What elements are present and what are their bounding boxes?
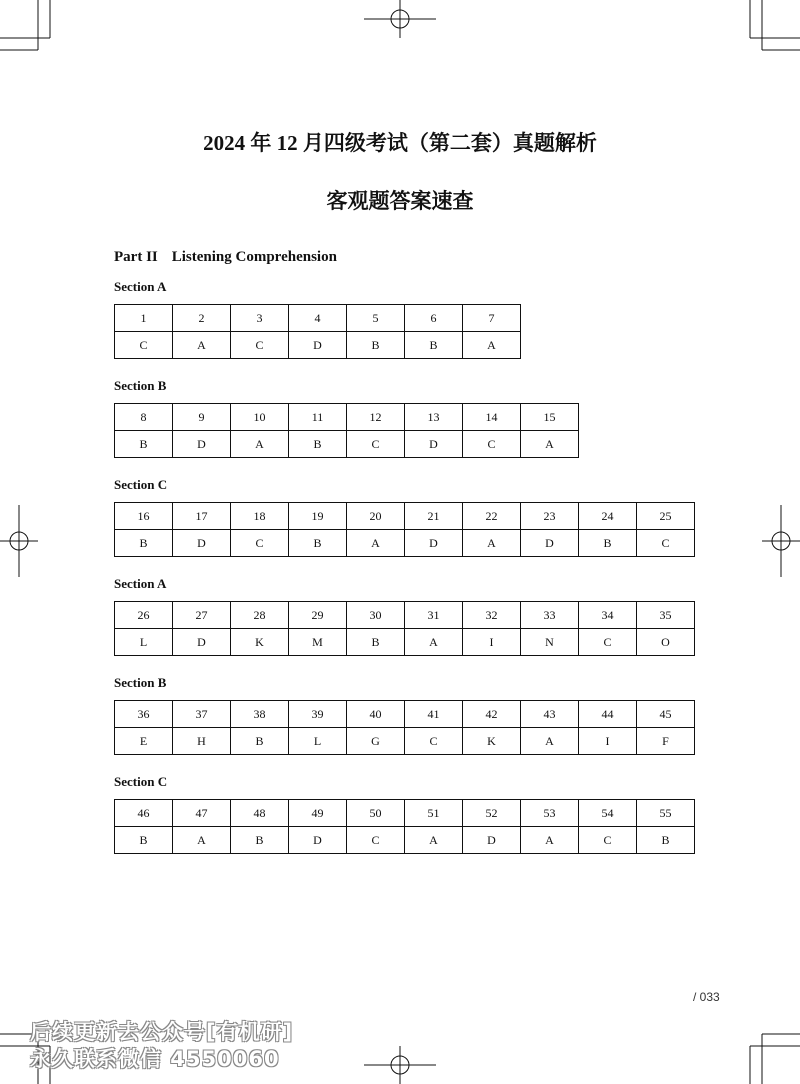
question-number: 52: [463, 800, 521, 827]
answer-row: [115, 332, 521, 359]
question-number: 1: [115, 305, 173, 332]
answer-cell: B: [637, 827, 695, 854]
question-number: 54: [579, 800, 637, 827]
answer-cell: A: [347, 530, 405, 557]
answer-cell: C: [231, 332, 289, 359]
answer-cell: B: [289, 530, 347, 557]
question-number: 53: [521, 800, 579, 827]
question-number: 25: [637, 503, 695, 530]
section-heading: Section B: [114, 675, 167, 690]
answer-cell: A: [463, 530, 521, 557]
question-number: 9: [173, 404, 231, 431]
question-number: 6: [405, 305, 463, 332]
question-number: 20: [347, 503, 405, 530]
answer-cell: D: [173, 431, 231, 458]
question-number: 41: [405, 701, 463, 728]
answer-table: [114, 304, 521, 359]
question-number: 40: [347, 701, 405, 728]
watermark-line-1: 后续更新去公众号[有机研]: [30, 1020, 294, 1044]
answer-cell: L: [115, 629, 173, 656]
question-number: 47: [173, 800, 231, 827]
answer-row: [115, 431, 579, 458]
question-number: 39: [289, 701, 347, 728]
answer-cell: N: [521, 629, 579, 656]
question-number: 8: [115, 404, 173, 431]
answer-cell: D: [521, 530, 579, 557]
answer-cell: D: [173, 530, 231, 557]
part-heading: [114, 249, 337, 266]
question-number: 38: [231, 701, 289, 728]
question-number: 49: [289, 800, 347, 827]
question-number: 7: [463, 305, 521, 332]
question-number: 14: [463, 404, 521, 431]
answer-cell: C: [637, 530, 695, 557]
section-heading: Section C: [114, 477, 168, 492]
answer-cell: D: [405, 431, 463, 458]
answer-cell: E: [115, 728, 173, 755]
question-number: 36: [115, 701, 173, 728]
answer-cell: B: [231, 728, 289, 755]
answer-cell: A: [405, 827, 463, 854]
answer-cell: C: [579, 827, 637, 854]
question-number: 29: [289, 602, 347, 629]
answer-cell: B: [347, 629, 405, 656]
question-number-row: [115, 701, 695, 728]
question-number: 11: [289, 404, 347, 431]
answer-cell: B: [347, 332, 405, 359]
question-number: 22: [463, 503, 521, 530]
question-number: 4: [289, 305, 347, 332]
question-number: 3: [231, 305, 289, 332]
answer-cell: L: [289, 728, 347, 755]
answer-cell: B: [115, 431, 173, 458]
answer-cell: B: [579, 530, 637, 557]
question-number-row: [115, 503, 695, 530]
answer-cell: D: [463, 827, 521, 854]
answer-cell: A: [521, 431, 579, 458]
question-number-row: [115, 602, 695, 629]
section-heading: Section A: [114, 576, 167, 591]
question-number: 51: [405, 800, 463, 827]
answer-cell: K: [231, 629, 289, 656]
answer-cell: F: [637, 728, 695, 755]
answer-cell: A: [521, 827, 579, 854]
page-number: / 033: [693, 990, 720, 1004]
question-number: 26: [115, 602, 173, 629]
answer-row: [115, 530, 695, 557]
answer-cell: A: [405, 629, 463, 656]
answer-cell: G: [347, 728, 405, 755]
answer-cell: K: [463, 728, 521, 755]
answer-table: [114, 700, 695, 755]
answer-cell: B: [231, 827, 289, 854]
answer-cell: C: [115, 332, 173, 359]
question-number: 5: [347, 305, 405, 332]
answer-cell: C: [231, 530, 289, 557]
answer-cell: C: [463, 431, 521, 458]
question-number: 27: [173, 602, 231, 629]
question-number-row: [115, 404, 579, 431]
answer-cell: A: [173, 827, 231, 854]
answer-cell: D: [289, 827, 347, 854]
question-number: 21: [405, 503, 463, 530]
question-number: 19: [289, 503, 347, 530]
answer-table: [114, 601, 695, 656]
page-subtitle: 客观题答案速查: [326, 189, 474, 213]
section-heading: Section B: [114, 378, 167, 393]
answer-row: [115, 629, 695, 656]
answer-cell: O: [637, 629, 695, 656]
answer-cell: D: [405, 530, 463, 557]
question-number: 33: [521, 602, 579, 629]
question-number: 18: [231, 503, 289, 530]
answer-row: [115, 728, 695, 755]
answer-cell: D: [289, 332, 347, 359]
part-number: Part II: [114, 249, 158, 265]
answer-cell: C: [405, 728, 463, 755]
question-number: 35: [637, 602, 695, 629]
answer-cell: A: [173, 332, 231, 359]
question-number: 32: [463, 602, 521, 629]
question-number: 42: [463, 701, 521, 728]
question-number: 15: [521, 404, 579, 431]
answer-cell: B: [405, 332, 463, 359]
question-number: 28: [231, 602, 289, 629]
question-number: 24: [579, 503, 637, 530]
question-number: 30: [347, 602, 405, 629]
question-number: 10: [231, 404, 289, 431]
answer-cell: D: [173, 629, 231, 656]
watermark-line-2: 永久联系微信 4550060: [30, 1047, 280, 1071]
question-number: 46: [115, 800, 173, 827]
question-number: 2: [173, 305, 231, 332]
question-number: 44: [579, 701, 637, 728]
question-number: 50: [347, 800, 405, 827]
page-title: 2024 年 12 月四级考试（第二套）真题解析: [203, 131, 597, 155]
answer-cell: C: [347, 431, 405, 458]
answer-cell: B: [115, 827, 173, 854]
question-number: 16: [115, 503, 173, 530]
answer-table: [114, 502, 695, 557]
answer-cell: C: [347, 827, 405, 854]
question-number-row: [115, 305, 521, 332]
question-number: 43: [521, 701, 579, 728]
section-heading: Section C: [114, 774, 168, 789]
answer-row: [115, 827, 695, 854]
answer-cell: I: [463, 629, 521, 656]
section-heading: Section A: [114, 279, 167, 294]
answer-cell: M: [289, 629, 347, 656]
question-number: 37: [173, 701, 231, 728]
question-number: 45: [637, 701, 695, 728]
question-number: 12: [347, 404, 405, 431]
question-number: 23: [521, 503, 579, 530]
question-number: 34: [579, 602, 637, 629]
question-number: 31: [405, 602, 463, 629]
answer-cell: B: [289, 431, 347, 458]
answer-cell: A: [231, 431, 289, 458]
answer-cell: B: [115, 530, 173, 557]
question-number: 17: [173, 503, 231, 530]
question-number: 55: [637, 800, 695, 827]
answer-cell: H: [173, 728, 231, 755]
part-name: Listening Comprehension: [171, 249, 337, 265]
question-number: 48: [231, 800, 289, 827]
answer-table: [114, 403, 579, 458]
answer-cell: A: [521, 728, 579, 755]
question-number: 13: [405, 404, 463, 431]
answer-cell: A: [463, 332, 521, 359]
question-number-row: [115, 800, 695, 827]
answer-cell: C: [579, 629, 637, 656]
answer-cell: I: [579, 728, 637, 755]
answer-table: [114, 799, 695, 854]
